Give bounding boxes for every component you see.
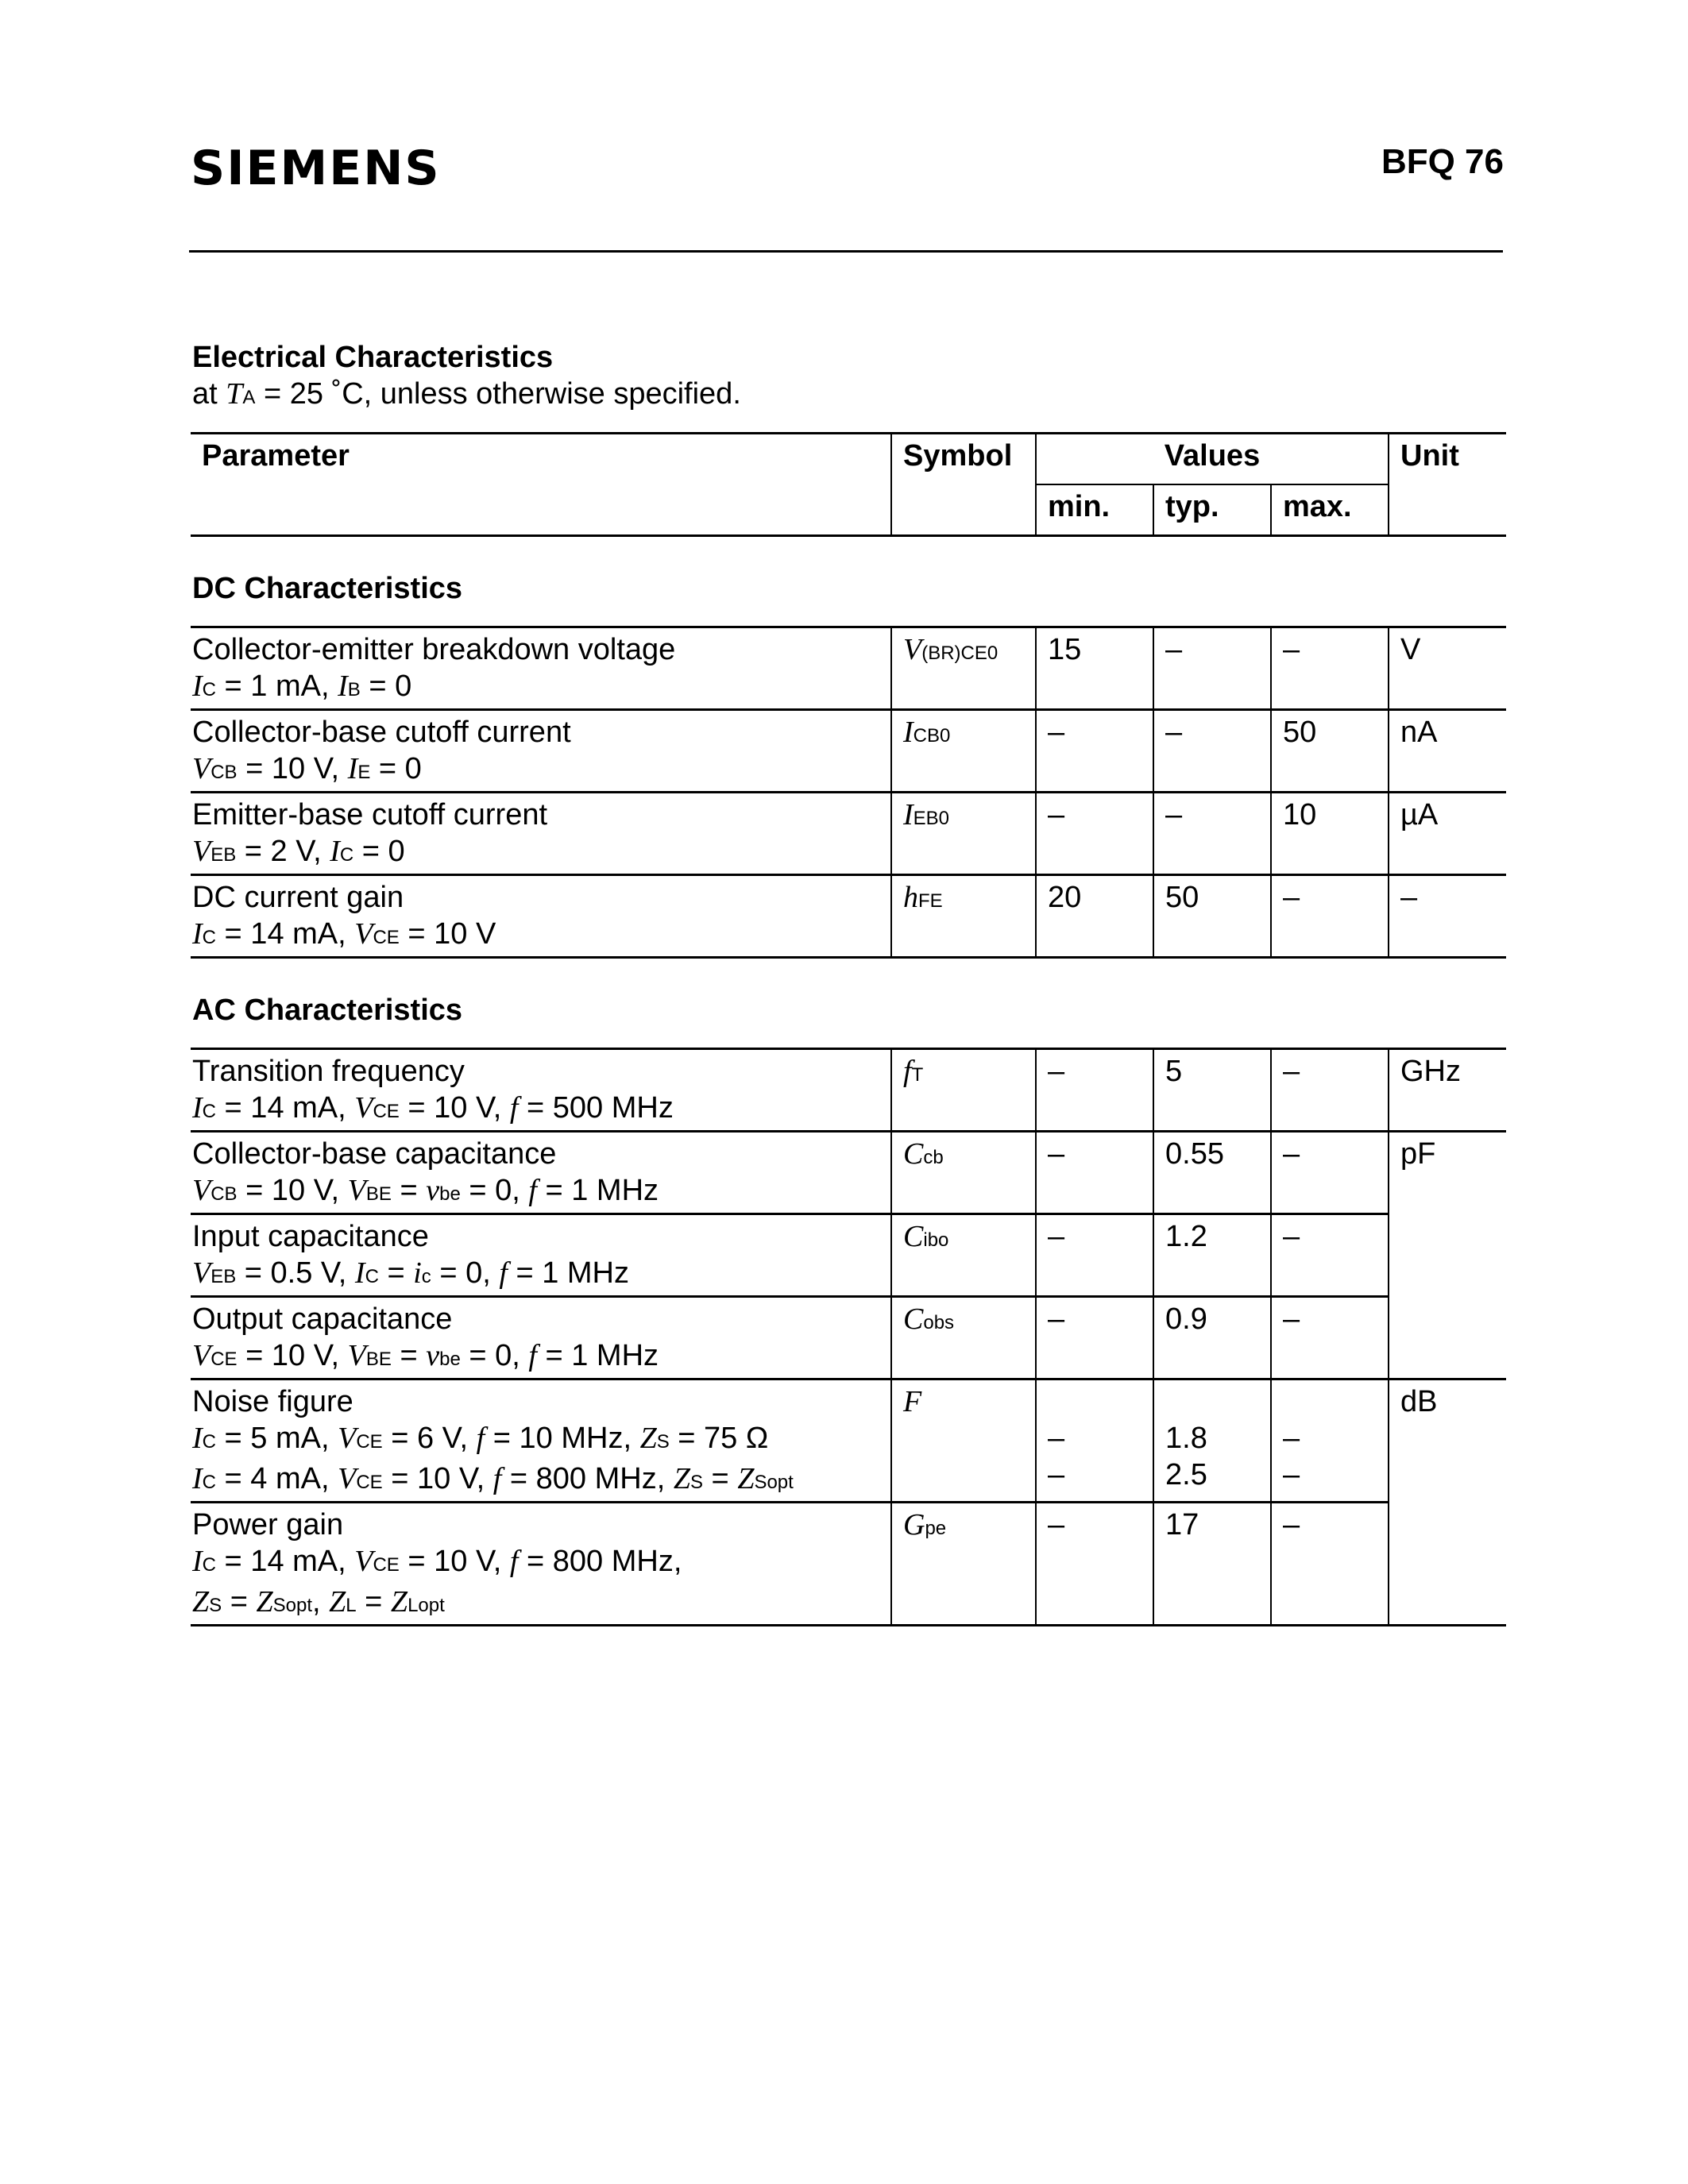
- section-subtitle: [192, 376, 741, 413]
- text: = 10 V,: [237, 1339, 348, 1372]
- text: = 800 MHz,: [518, 1545, 682, 1578]
- math-symbol: f: [499, 1256, 508, 1290]
- test-condition: [192, 1090, 879, 1130]
- parameter-cell: [191, 1214, 891, 1297]
- subscript: CB: [211, 762, 238, 783]
- subscript: CE: [211, 1349, 238, 1370]
- unit-cell: V: [1389, 627, 1506, 710]
- parameter-name: Collector-base cutoff current: [192, 716, 571, 749]
- math-symbol: I: [192, 1545, 203, 1578]
- typ-cell: –: [1153, 710, 1271, 793]
- parameter-cell: [191, 627, 891, 710]
- parameter-name: Power gain: [192, 1508, 344, 1542]
- text: = 0.5 V,: [236, 1256, 355, 1290]
- table-row: [191, 627, 1506, 710]
- subscript: CE: [373, 1554, 400, 1576]
- math-symbol: f: [528, 1339, 537, 1372]
- value-line: 2.5: [1165, 1458, 1207, 1491]
- text: = 0: [370, 752, 422, 785]
- math-symbol: V: [338, 1462, 357, 1495]
- text: = 1 MHz: [507, 1256, 630, 1290]
- subscript: EB: [211, 1266, 237, 1287]
- typ-cell: [1153, 1379, 1271, 1503]
- subscript: CE: [373, 927, 400, 948]
- text: = 10 V,: [399, 1091, 510, 1125]
- max-cell: –: [1271, 1132, 1389, 1214]
- parameter-cell: [191, 1297, 891, 1379]
- unit-cell: GHz: [1389, 1049, 1506, 1132]
- math-symbol: Z: [192, 1585, 210, 1619]
- value-line: –: [1283, 1458, 1300, 1491]
- subscript: obs: [923, 1312, 955, 1333]
- value-line: [1048, 1383, 1141, 1420]
- max-cell: –: [1271, 1049, 1389, 1132]
- unit-cell: µA: [1389, 793, 1506, 875]
- parameter-name: Transition frequency: [192, 1055, 465, 1088]
- max-cell: –: [1271, 1297, 1389, 1379]
- text: = 0: [360, 669, 412, 703]
- test-condition: [192, 751, 879, 791]
- value-line: [1283, 1383, 1377, 1420]
- typ-cell: 1.2: [1153, 1214, 1271, 1297]
- test-condition: [192, 1420, 879, 1461]
- table-row: [191, 710, 1506, 793]
- subscript: pe: [925, 1518, 947, 1539]
- typ-cell: –: [1153, 627, 1271, 710]
- text: = 14 mA,: [216, 1545, 355, 1578]
- math-symbol: V: [347, 1339, 366, 1372]
- subscript: B: [347, 679, 361, 700]
- header-min: min.: [1036, 484, 1153, 536]
- math-symbol: I: [330, 835, 340, 868]
- text: = 10 V,: [382, 1462, 493, 1495]
- math-symbol: Z: [329, 1585, 346, 1619]
- subscript: be: [439, 1349, 461, 1370]
- table-row: [191, 1379, 1506, 1503]
- text: = 10 V,: [237, 1174, 348, 1207]
- header-values: Values: [1036, 434, 1389, 485]
- table-row: [191, 1503, 1506, 1626]
- text: = 6 V,: [382, 1422, 477, 1455]
- test-condition: [192, 1543, 879, 1584]
- table-row: [191, 1049, 1506, 1132]
- math-symbol: V: [192, 1256, 211, 1290]
- section-title: Electrical Characteristics: [192, 341, 554, 374]
- math-symbol: Z: [639, 1422, 657, 1455]
- text: = 4 mA,: [216, 1462, 338, 1495]
- math-symbol: I: [347, 752, 358, 785]
- header-max: max.: [1271, 484, 1389, 536]
- subscript: C: [202, 1554, 216, 1576]
- subscript: C: [202, 1472, 216, 1493]
- text: = 5 mA,: [216, 1422, 338, 1455]
- math-symbol: I: [192, 917, 203, 951]
- header-rule: [189, 250, 1503, 253]
- math-symbol: Z: [737, 1462, 755, 1495]
- min-cell: –: [1036, 1503, 1153, 1626]
- subscript: Lopt: [408, 1595, 445, 1616]
- symbol-cell: [891, 1503, 1036, 1626]
- text: = 10 V: [399, 917, 496, 951]
- symbol-cell: [891, 875, 1036, 958]
- unit-cell: –: [1389, 875, 1506, 958]
- subscript: T: [911, 1064, 924, 1086]
- math-symbol: V: [354, 1545, 373, 1578]
- subtitle-prefix: at: [192, 377, 226, 411]
- subscript: c: [421, 1266, 431, 1287]
- text: =: [378, 1256, 414, 1290]
- header-parameter: Parameter: [191, 434, 891, 536]
- math-symbol: V: [354, 1091, 373, 1125]
- text: = 0,: [431, 1256, 500, 1290]
- math-symbol: V: [192, 1339, 211, 1372]
- text: = 1 mA,: [216, 669, 338, 703]
- symbol-cell: [891, 793, 1036, 875]
- math-symbol: I: [192, 669, 203, 703]
- table-row: [191, 1297, 1506, 1379]
- math-symbol: C: [903, 1137, 924, 1171]
- math-symbol: V: [192, 1174, 211, 1207]
- typ-cell: 17: [1153, 1503, 1271, 1626]
- math-symbol: f: [509, 1091, 519, 1125]
- text: = 500 MHz: [518, 1091, 674, 1125]
- text: = 800 MHz,: [501, 1462, 674, 1495]
- typ-cell: 0.9: [1153, 1297, 1271, 1379]
- min-cell: –: [1036, 1297, 1153, 1379]
- ac-section-title: AC Characteristics: [191, 958, 1506, 1049]
- characteristics-table: [191, 432, 1506, 1626]
- text: = 0: [353, 835, 405, 868]
- math-symbol: V: [903, 633, 922, 666]
- parameter-cell: [191, 875, 891, 958]
- text: = 0,: [460, 1174, 529, 1207]
- typ-cell: –: [1153, 793, 1271, 875]
- text: = 10 V,: [399, 1545, 510, 1578]
- math-symbol: f: [476, 1422, 485, 1455]
- parameter-cell: [191, 1132, 891, 1214]
- math-symbol: V: [354, 917, 373, 951]
- test-condition: [192, 1172, 879, 1213]
- min-cell: 20: [1036, 875, 1153, 958]
- subscript: BE: [365, 1349, 392, 1370]
- math-symbol: I: [192, 1091, 203, 1125]
- subscript: (BR)CE0: [921, 642, 999, 664]
- math-symbol: Z: [256, 1585, 273, 1619]
- text: = 10 V,: [237, 752, 348, 785]
- max-cell: 10: [1271, 793, 1389, 875]
- header-symbol: Symbol: [891, 434, 1036, 536]
- typ-cell: 50: [1153, 875, 1271, 958]
- text: = 10 MHz,: [485, 1422, 640, 1455]
- unit-cell: nA: [1389, 710, 1506, 793]
- symbol-cell: [891, 1214, 1036, 1297]
- subscript: S: [656, 1431, 670, 1453]
- dc-section-title: DC Characteristics: [191, 536, 1506, 627]
- subscript: CB0: [913, 725, 951, 747]
- symbol-cell: [891, 627, 1036, 710]
- header-unit: Unit: [1389, 434, 1506, 536]
- value-line: [1165, 1383, 1259, 1420]
- parameter-name: Noise figure: [192, 1385, 353, 1418]
- math-symbol: I: [903, 798, 914, 832]
- symbol-cell: [891, 1379, 1036, 1503]
- test-condition: [192, 1255, 879, 1295]
- subscript: EB0: [913, 808, 950, 829]
- parameter-cell: [191, 793, 891, 875]
- typ-cell: 5: [1153, 1049, 1271, 1132]
- symbol-cell: [891, 1132, 1036, 1214]
- text: = 14 mA,: [216, 917, 355, 951]
- ac-section: [191, 958, 1506, 1049]
- test-condition: [192, 668, 879, 708]
- unit-cell: dB: [1389, 1379, 1506, 1626]
- parameter-cell: [191, 1049, 891, 1132]
- parameter-name: Collector-emitter breakdown voltage: [192, 633, 676, 666]
- table-row: [191, 875, 1506, 958]
- text: = 1 MHz: [536, 1174, 659, 1207]
- subscript: FE: [918, 890, 943, 912]
- header-typ: typ.: [1153, 484, 1271, 536]
- subscript: C: [365, 1266, 379, 1287]
- subscript: Sopt: [272, 1595, 312, 1616]
- text: =: [356, 1585, 391, 1619]
- subscript: C: [202, 1431, 216, 1453]
- max-cell: –: [1271, 875, 1389, 958]
- parameter-cell: [191, 1379, 891, 1503]
- subscript: BE: [365, 1183, 392, 1205]
- math-symbol: C: [903, 1220, 924, 1253]
- max-cell: 50: [1271, 710, 1389, 793]
- math-symbol: f: [492, 1462, 502, 1495]
- value-line: –: [1048, 1422, 1065, 1455]
- test-condition: [192, 1337, 879, 1378]
- text: =: [222, 1585, 257, 1619]
- math-symbol: I: [354, 1256, 365, 1290]
- table-row: [191, 1132, 1506, 1214]
- subscript: C: [202, 679, 216, 700]
- table-row: [191, 1214, 1506, 1297]
- subscript: S: [689, 1472, 703, 1493]
- subtitle-symbol: T: [226, 377, 243, 411]
- max-cell: –: [1271, 627, 1389, 710]
- max-cell: –: [1271, 1214, 1389, 1297]
- subscript: EB: [211, 844, 237, 866]
- subscript: L: [346, 1595, 357, 1616]
- math-symbol: V: [192, 752, 211, 785]
- math-symbol: f: [509, 1545, 519, 1578]
- math-symbol: I: [903, 716, 914, 749]
- math-symbol: V: [347, 1174, 366, 1207]
- text: =: [391, 1174, 427, 1207]
- subscript: CE: [356, 1431, 383, 1453]
- text: = 2 V,: [236, 835, 330, 868]
- math-symbol: Z: [390, 1585, 408, 1619]
- brand-logo: SIEMENS: [191, 141, 441, 196]
- table-row: [191, 793, 1506, 875]
- text: ,: [311, 1585, 330, 1619]
- subscript: C: [202, 927, 216, 948]
- min-cell: –: [1036, 1214, 1153, 1297]
- text: = 14 mA,: [216, 1091, 355, 1125]
- min-cell: –: [1036, 1132, 1153, 1214]
- subscript: E: [357, 762, 371, 783]
- subscript: be: [439, 1183, 461, 1205]
- subscript: Sopt: [754, 1472, 794, 1493]
- text: =: [391, 1339, 427, 1372]
- typ-cell: 0.55: [1153, 1132, 1271, 1214]
- subscript: cb: [923, 1147, 944, 1168]
- subtitle-rest: = 25 ˚C, unless otherwise specified.: [255, 377, 741, 411]
- test-condition: [192, 1461, 879, 1501]
- text: =: [703, 1462, 738, 1495]
- parameter-name: Collector-base capacitance: [192, 1137, 557, 1171]
- math-symbol: I: [338, 669, 348, 703]
- symbol-cell: [891, 1297, 1036, 1379]
- value-line: 1.8: [1165, 1422, 1207, 1455]
- subtitle-symbol-sub: A: [242, 387, 256, 408]
- subscript: C: [339, 844, 354, 866]
- math-symbol: V: [338, 1422, 357, 1455]
- parameter-cell: [191, 1503, 891, 1626]
- test-condition: [192, 916, 879, 956]
- math-symbol: I: [192, 1422, 203, 1455]
- min-cell: 15: [1036, 627, 1153, 710]
- math-symbol: I: [192, 1462, 203, 1495]
- parameter-name: Emitter-base cutoff current: [192, 798, 548, 832]
- math-symbol: i: [413, 1256, 422, 1290]
- max-cell: [1271, 1379, 1389, 1503]
- subscript: CB: [211, 1183, 238, 1205]
- math-symbol: v: [426, 1339, 440, 1372]
- text: = 0,: [460, 1339, 529, 1372]
- math-symbol: F: [903, 1385, 922, 1418]
- unit-cell: pF: [1389, 1132, 1506, 1379]
- text: = 75 Ω: [669, 1422, 769, 1455]
- symbol-cell: [891, 710, 1036, 793]
- subscript: CE: [373, 1101, 400, 1122]
- symbol-cell: [891, 1049, 1036, 1132]
- math-symbol: h: [903, 881, 918, 914]
- value-line: –: [1048, 1458, 1065, 1491]
- max-cell: –: [1271, 1503, 1389, 1626]
- value-line: –: [1283, 1422, 1300, 1455]
- dc-section: [191, 536, 1506, 627]
- parameter-name: Output capacitance: [192, 1302, 453, 1336]
- math-symbol: f: [903, 1055, 912, 1088]
- test-condition: [192, 1584, 879, 1624]
- math-symbol: Z: [673, 1462, 690, 1495]
- subscript: CE: [356, 1472, 383, 1493]
- min-cell: [1036, 1379, 1153, 1503]
- math-symbol: f: [528, 1174, 537, 1207]
- min-cell: –: [1036, 710, 1153, 793]
- subscript: S: [209, 1595, 222, 1616]
- subscript: C: [202, 1101, 216, 1122]
- text: = 1 MHz: [536, 1339, 659, 1372]
- math-symbol: v: [426, 1174, 440, 1207]
- min-cell: –: [1036, 793, 1153, 875]
- test-condition: [192, 833, 879, 874]
- math-symbol: V: [192, 835, 211, 868]
- parameter-name: Input capacitance: [192, 1220, 429, 1253]
- math-symbol: C: [903, 1302, 924, 1336]
- subscript: ibo: [923, 1229, 949, 1251]
- parameter-cell: [191, 710, 891, 793]
- parameter-name: DC current gain: [192, 881, 404, 914]
- min-cell: –: [1036, 1049, 1153, 1132]
- part-number: BFQ 76: [1381, 142, 1504, 181]
- math-symbol: G: [903, 1508, 925, 1542]
